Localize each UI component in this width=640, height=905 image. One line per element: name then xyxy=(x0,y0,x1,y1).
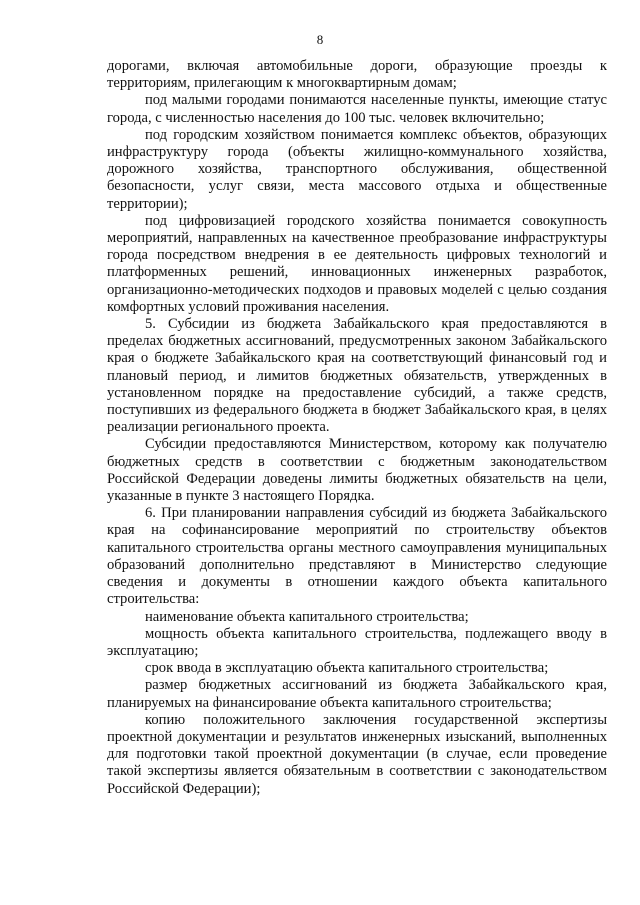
paragraph-section-5: 5. Субсидии из бюджета Забайкальского края предоставляются в пределах бюджетных ассигнований, предусмотренных законом Забайкальского края о бюджете Забайкальского края на соответствующий финансовый год и плановый период, и лимитов бюджетных обязательств, утвержденных в установленном порядке на предоставление субсидий, а также средств, поступивших из федерального бюджета в бюджет Забайкальского края, в целях реализации регионального проекта. xyxy=(107,316,607,436)
list-item-object-capacity: мощность объекта капитального строительства, подлежащего вводу в эксплуатацию; xyxy=(107,625,607,659)
paragraph-urban-economy-definition: под городским хозяйством понимается комплекс объектов, образующих инфраструктуру города (объекты жилищно-коммунального хозяйства, дорожного хозяйства, транспортного обслуживания, общественной безопасности, услуг связи, места массового отдыха и общественные территории); xyxy=(107,126,607,212)
page-number: 8 xyxy=(316,32,324,47)
paragraph-section-6: 6. При планировании направления субсидий из бюджета Забайкальского края на софинансирование мероприятий по строительству объектов капитального строительства органы местного самоуправления муниципальных образований дополнительно представляют в Министерство следующие сведения и документы в отношении каждого объекта капитального строительства: xyxy=(107,505,607,608)
paragraph-subsidies-ministry: Субсидии предоставляются Министерством, которому как получателю бюджетных средств в соответствии с бюджетным законодательством Российской Федерации доведены лимиты бюджетных обязательств на цели, указанные в пункте 3 настоящего Порядка. xyxy=(107,436,607,505)
list-item-object-name: наименование объекта капитального строительства; xyxy=(145,608,469,625)
paragraph-small-towns-definition: под малыми городами понимаются населенные пункты, имеющие статус города, с численностью населения до 100 тыс. человек включительно; xyxy=(107,92,607,126)
list-item-expert-review-copy: копию положительного заключения государственной экспертизы проектной документации и результатов инженерных изысканий, выполненных для подготовки такой проектной документации (в случае, если проведение такой экспертизы является обязательным в соответствии с законодательством Российской Федерации); xyxy=(107,711,607,797)
paragraph-digitalization-definition: под цифровизацией городского хозяйства понимается совокупность мероприятий, направленных на качественное преобразование инфраструктуры города посредством внедрения в ее деятельность цифровых технологий и платформенных решений, инновационных инженерных разработок, организационно-методических подходов и правовых моделей с целью создания комфортных условий проживания населения. xyxy=(107,212,607,315)
document-body xyxy=(107,58,607,798)
list-item-budget-allocations: размер бюджетных ассигнований из бюджета Забайкальского края, планируемых на финансирование объекта капитального строительства; xyxy=(107,677,607,711)
list-item-commissioning-date: срок ввода в эксплуатацию объекта капитального строительства; xyxy=(145,660,549,677)
paragraph-roads: дорогами, включая автомобильные дороги, образующие проезды к территориям, прилегающим к многоквартирным домам; xyxy=(107,58,607,92)
